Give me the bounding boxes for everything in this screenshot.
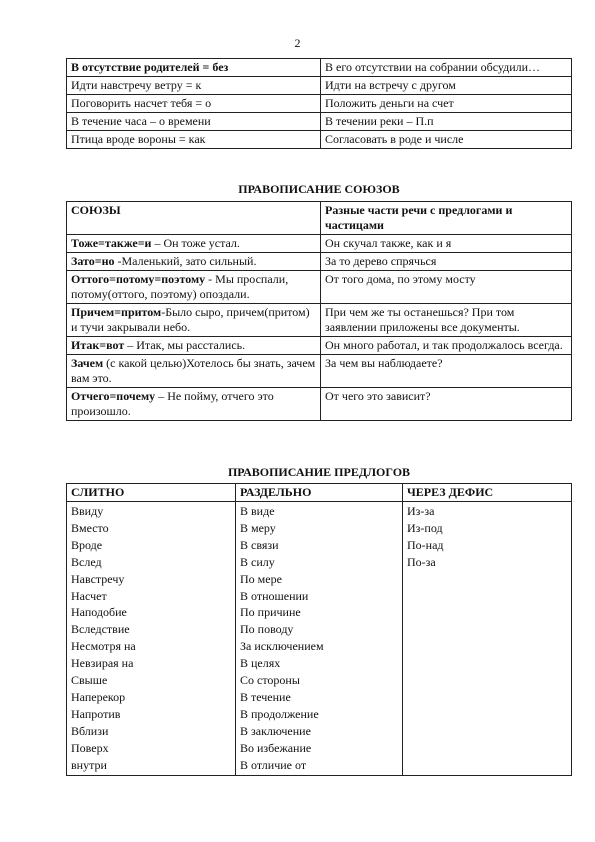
preposition-together-item: Навстречу	[71, 571, 125, 586]
preposition-hyphen-item: По-за	[407, 554, 436, 569]
comparison-right-cell: В его отсутствии на собрании обсудили…	[321, 59, 572, 77]
preposition-hyphen-item: Из-за	[407, 504, 435, 518]
comparison-row	[67, 95, 572, 113]
other-parts-cell: Он скучал также, как и я	[321, 235, 572, 253]
conjunction-row	[67, 235, 572, 253]
conjunction-example: - Мы проспали, потому(оттого, поэтому) опоздали.	[71, 272, 289, 301]
comparison-table	[66, 58, 572, 149]
preposition-together-item: внутри	[71, 757, 107, 772]
comparison-left-cell: Идти навстречу ветру = к	[67, 77, 321, 95]
preposition-together-item: Насчет	[71, 588, 107, 603]
comparison-left-cell: Птица вроде вороны = как	[67, 131, 321, 149]
conjunction-example: – Итак, мы расстались.	[124, 338, 246, 352]
conjunctions-header-right: Разные части речи с предлогами и частицами	[321, 202, 572, 235]
other-parts-cell: За чем вы наблюдаете?	[321, 355, 572, 388]
preposition-separate-item: В течение	[240, 689, 291, 704]
page-number: 2	[294, 36, 301, 50]
preposition-separate-item: В силу	[240, 554, 275, 569]
preposition-together-item: Свыше	[71, 673, 108, 688]
conjunction-row	[67, 388, 572, 421]
conjunctions-header-row	[67, 202, 572, 235]
comparison-left-cell: Поговорить насчет тебя = о	[67, 95, 321, 113]
conjunction-key: Оттого=потому=поэтому	[71, 272, 206, 286]
preposition-together-item: Наперекор	[71, 689, 126, 704]
prepositions-title: ПРАВОПИСАНИЕ ПРЕДЛОГОВ	[227, 465, 411, 479]
preposition-hyphen-item: По-над	[407, 537, 444, 552]
preposition-together-item: Несмотря на	[71, 639, 136, 654]
other-parts-cell: От чего это зависит?	[321, 388, 572, 421]
conjunction-example: -Было сыро, причем(притом) и тучи закрывали небо.	[71, 305, 310, 334]
header-separate: РАЗДЕЛЬНО	[236, 484, 403, 502]
comparison-right-cell: Положить деньги на счет	[321, 95, 572, 113]
preposition-together-item: Поверх	[71, 740, 109, 755]
preposition-separate-item: За исключением	[240, 639, 324, 654]
conjunction-cell	[67, 271, 321, 304]
preposition-separate-item: В отличие от	[240, 757, 307, 772]
prepositions-list-row	[67, 502, 572, 776]
conjunction-row	[67, 304, 572, 337]
preposition-separate-item: В виде	[240, 504, 275, 518]
preposition-separate-item: По мере	[240, 571, 282, 586]
preposition-together-item: Вроде	[71, 537, 103, 552]
other-parts-cell: При чем же ты останешься? При том заявлении приложены все документы.	[321, 304, 572, 337]
preposition-together-item: Вместо	[71, 520, 109, 535]
conjunction-cell	[67, 235, 321, 253]
header-hyphen: ЧЕРЕЗ ДЕФИС	[403, 484, 572, 502]
conjunction-row	[67, 271, 572, 304]
conjunction-example: -Маленький, зато сильный.	[114, 254, 257, 268]
comparison-row	[67, 131, 572, 149]
preposition-together-item: Невзирая на	[71, 656, 134, 671]
conjunction-key: Причем=притом	[71, 305, 162, 319]
comparison-row	[67, 113, 572, 131]
preposition-together-item: Наподобие	[71, 605, 127, 620]
preposition-together-item: Вблизи	[71, 723, 109, 738]
preposition-separate-item: По поводу	[240, 622, 294, 637]
separate-column	[236, 502, 403, 776]
preposition-together-item: Напротив	[71, 706, 121, 721]
preposition-together-item: Вследствие	[71, 622, 130, 637]
preposition-separate-item: По причине	[240, 605, 301, 620]
other-parts-cell: От того дома, по этому мосту	[321, 271, 572, 304]
header-together: СЛИТНО	[67, 484, 236, 502]
prepositions-header-row	[67, 484, 572, 502]
conjunction-cell	[67, 388, 321, 421]
preposition-separate-item: В отношении	[240, 588, 309, 603]
conjunction-key: Тоже=также=и	[71, 236, 152, 250]
comparison-left-cell: В течение часа – о времени	[67, 113, 321, 131]
conjunction-key: Отчего=почему	[71, 389, 156, 403]
conjunction-cell	[67, 355, 321, 388]
conjunction-cell	[67, 337, 321, 355]
preposition-separate-item: В заключение	[240, 723, 311, 738]
conjunction-cell	[67, 253, 321, 271]
preposition-separate-item: В целях	[240, 656, 281, 671]
conjunction-example: – Он тоже устал.	[151, 236, 240, 250]
preposition-together-item: Ввиду	[71, 504, 104, 518]
other-parts-cell: Он много работал, и так продолжалось всегда.	[321, 337, 572, 355]
preposition-separate-item: В связи	[240, 537, 279, 552]
prepositions-table	[66, 483, 572, 776]
preposition-separate-item: Во избежание	[240, 740, 312, 755]
conjunction-row	[67, 253, 572, 271]
hyphen-column	[403, 502, 572, 776]
comparison-row	[67, 59, 572, 77]
conjunction-row	[67, 355, 572, 388]
preposition-hyphen-item: Из-под	[407, 520, 443, 535]
comparison-right-cell: В течении реки – П.п	[321, 113, 572, 131]
preposition-separate-item: В продолжение	[240, 706, 319, 721]
comparison-left-cell: В отсутствие родителей = без	[67, 59, 321, 77]
conjunctions-table	[66, 201, 572, 421]
conjunction-example: – Не пойму, отчего это произошло.	[71, 389, 274, 418]
preposition-separate-item: Со стороны	[240, 673, 300, 688]
comparison-right-cell: Идти на встречу с другом	[321, 77, 572, 95]
conjunction-key: Зато=но	[71, 254, 115, 268]
conjunction-cell	[67, 304, 321, 337]
comparison-row	[67, 77, 572, 95]
conjunctions-header-left: СОЮЗЫ	[67, 202, 321, 235]
conjunction-key: Зачем	[71, 356, 104, 370]
conjunction-row	[67, 337, 572, 355]
conjunction-example: (с какой целью)Хотелось бы знать, зачем вам это.	[71, 356, 316, 385]
conjunction-key: Итак=вот	[71, 338, 125, 352]
other-parts-cell: За то дерево спрячься	[321, 253, 572, 271]
preposition-separate-item: В меру	[240, 520, 276, 535]
together-column	[67, 502, 236, 776]
preposition-together-item: Вслед	[71, 554, 102, 569]
conjunctions-title: ПРАВОПИСАНИЕ СОЮЗОВ	[238, 182, 400, 196]
comparison-right-cell: Согласовать в роде и числе	[321, 131, 572, 149]
